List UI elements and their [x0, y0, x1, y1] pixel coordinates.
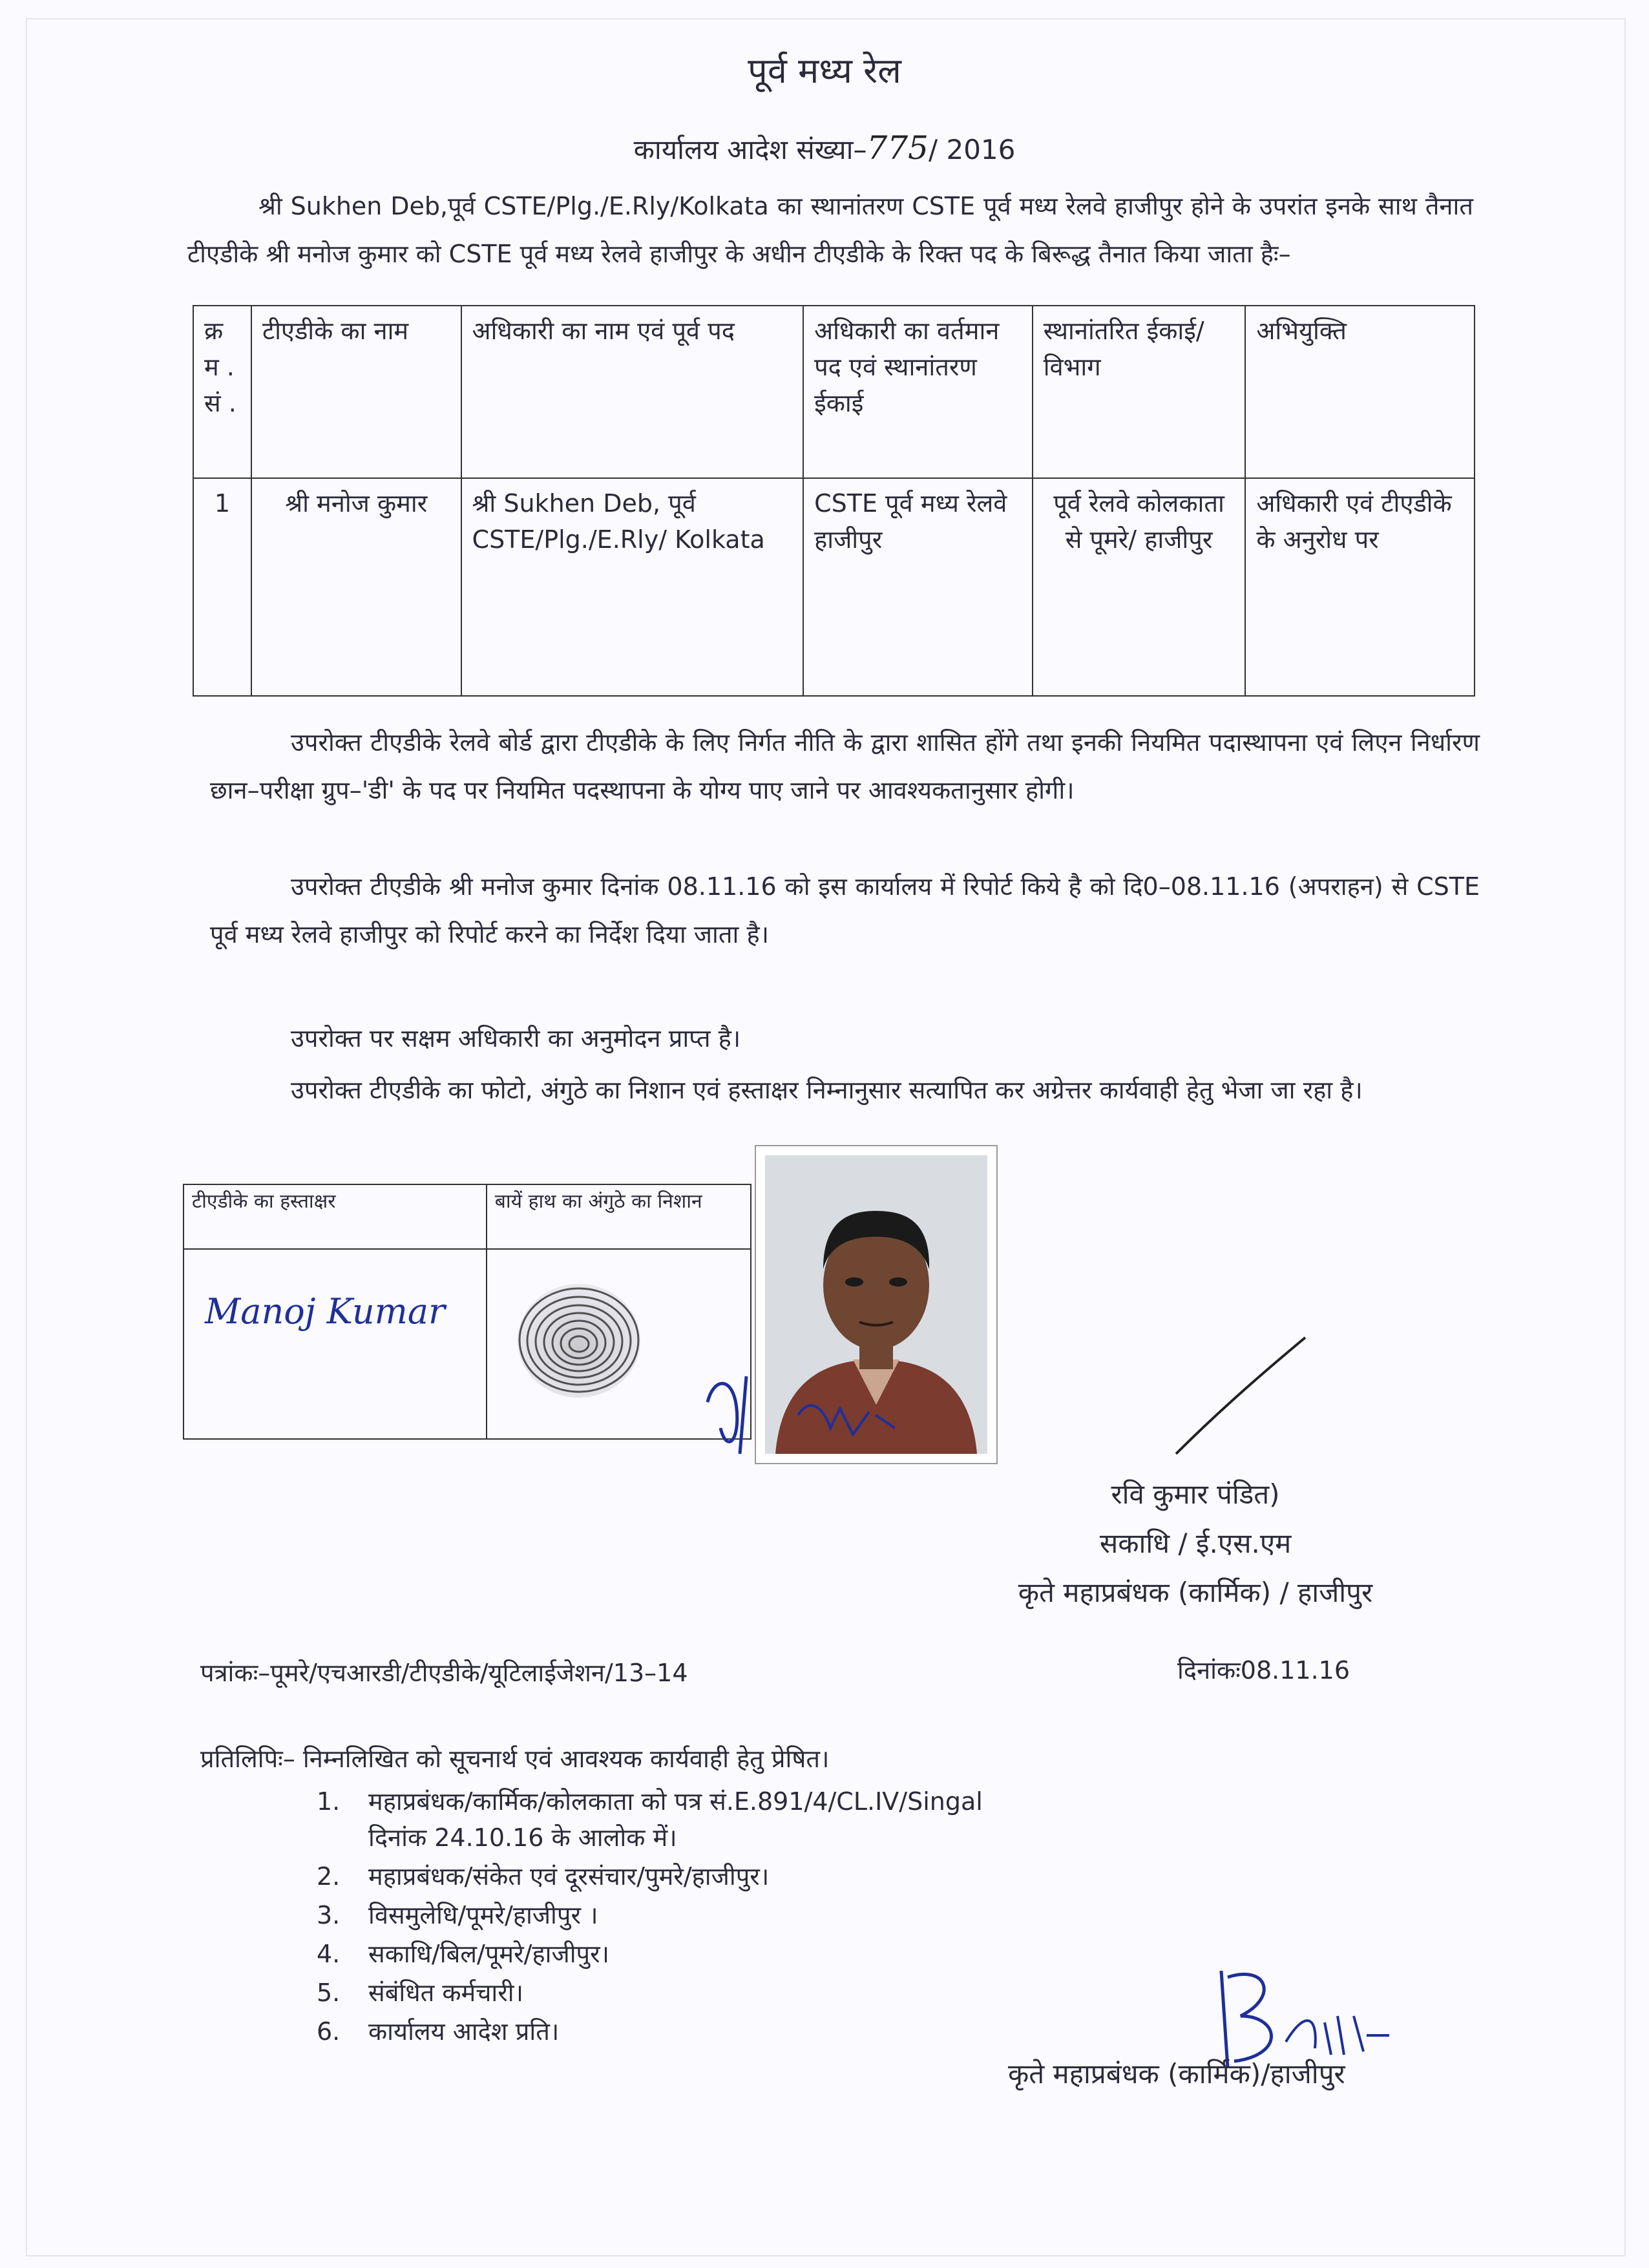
list-item: 4. सकाधि/बिल/पूमरे/हाजीपुर।: [317, 1940, 610, 1968]
signature-row: [184, 1249, 751, 1439]
order-year: / 2016: [928, 134, 1016, 165]
transfer-table: [193, 305, 1475, 697]
signatory-name: रवि कुमार पंडित): [1111, 1478, 1280, 1510]
cell-transferred-unit: पूर्व रेलवे कोलकाता से पूमरे/ हाजीपुर: [1033, 478, 1246, 696]
cell-tadk-name: श्री मनोज कुमार: [251, 478, 461, 696]
list-item: 6. कार्यालय आदेश प्रति।: [317, 2017, 560, 2046]
header-current-post: अधिकारी का वर्तमान पद एवं स्थानांतरण ईकाई: [803, 306, 1033, 478]
copy-to-list: [317, 1783, 983, 2052]
header-serial: क्र म . सं .: [193, 306, 251, 478]
document-title: पूर्व मध्य रेल: [748, 50, 901, 91]
cell-serial: 1: [193, 478, 251, 696]
list-item: 5. संबंधित कर्मचारी।: [317, 1979, 524, 2007]
letter-reference: पत्रांकः–पूमरे/एचआरडी/टीएडीके/यूटिलाईजेशन/13–14: [200, 1659, 688, 1687]
thumbprint-icon: [508, 1276, 650, 1405]
thumb-header: बायें हाथ का अंगुठे का निशान: [487, 1184, 751, 1249]
handwritten-order-number: 775: [867, 129, 929, 167]
employee-signature: Manoj Kumar: [205, 1291, 445, 1332]
list-item: 1. महाप्रबंधक/कार्मिक/कोलकाता को पत्र सं.E.891/4/CL.IV/Singal दिनांक 24.10.16 के आलोक में।: [317, 1787, 983, 1852]
copy-to-heading: प्रतिलिपिः– निम्नलिखित को सूचनार्थ एवं आवश्यक कार्यवाही हेतु प्रेषित।: [200, 1745, 830, 1773]
officer-signature-stroke-icon: [1170, 1331, 1312, 1460]
signatory-for: कृते महाप्रबंधक (कार्मिक) / हाजीपुर: [1018, 1577, 1373, 1608]
signature-table: [183, 1184, 751, 1440]
signatory-designation: सकाधि / ई.एस.एम: [1099, 1528, 1292, 1559]
table-header-row: [193, 306, 1475, 478]
paragraph-policy: उपरोक्त टीएडीके रेलवे बोर्ड द्वारा टीएडीके के लिए निर्गत नीति के द्वारा शासित होंगे तथा इनकी नियमित पदास्थापना एवं लिएन निर्धारण छान–परीक्षा ग्रुप–'डी' के पद पर नियमित पदस्थापना के योग्य पाए जाने पर आवश्यकतानुसार होगी।: [210, 728, 1480, 804]
order-label: कार्यालय आदेश संख्या–: [633, 134, 867, 165]
paragraph-verification: उपरोक्त टीएडीके का फोटो, अंगुठे का निशान एवं हस्ताक्षर निम्नानुसार सत्यापित कर अग्रेत्तर कार्यवाही हेतु भेजा जा रहा है।: [291, 1076, 1363, 1104]
header-officer-name: अधिकारी का नाम एवं पूर्व पद: [461, 306, 804, 478]
header-remarks: अभियुक्ति: [1245, 306, 1475, 478]
paragraph-report: उपरोक्त टीएडीके श्री मनोज कुमार दिनांक 08.11.16 को इस कार्यालय में रिपोर्ट किये है को दि0–08.11.16 (अपराहन) से CSTE पूर्व मध्य रेलवे हाजीपुर को रिपोर्ट करने का निर्देश दिया जाता है।: [210, 872, 1480, 949]
cell-officer-name: श्री Sukhen Deb, पूर्व CSTE/Plg./E.Rly/ Kolkata: [461, 478, 804, 696]
header-tadk-name: टीएडीके का नाम: [251, 306, 461, 478]
attestation-scribble-icon: [701, 1363, 1050, 1473]
intro-paragraph: श्री Sukhen Deb,पूर्व CSTE/Plg./E.Rly/Kolkata का स्थानांतरण CSTE पूर्व मध्य रेलवे हाजीपुर होने के उपरांत इनके साथ तैनात टीएडीके श्री मनोज कुमार को CSTE पूर्व मध्य रेलवे हाजीपुर के अधीन टीएडीके के रिक्त पद के बिरूद्ध तैनात किया जाता हैः–: [187, 192, 1473, 268]
bottom-signatory: कृते महाप्रबंधक (कार्मिक)/हाजीपुर: [1008, 2058, 1345, 2090]
list-item: 2. महाप्रबंधक/संकेत एवं दूरसंचार/पुमरे/हाजीपुर।: [317, 1862, 770, 1891]
signature-header: टीएडीके का हस्ताक्षर: [184, 1184, 487, 1249]
table-row: [193, 478, 1475, 696]
letter-date: दिनांकः08.11.16: [1177, 1656, 1350, 1685]
signature-header-row: [184, 1184, 751, 1249]
signatory-block: [905, 1470, 1486, 1617]
header-transferred-unit: स्थानांतरित ईकाई/ विभाग: [1033, 306, 1246, 478]
cell-remarks: अधिकारी एवं टीएडीके के अनुरोध पर: [1245, 478, 1475, 696]
signature-cell: [184, 1249, 487, 1439]
paragraph-approval: उपरोक्त पर सक्षम अधिकारी का अनुमोदन प्राप्त है।: [291, 1024, 741, 1053]
list-item: 3. विसमुलेधि/पूमरे/हाजीपुर ।: [317, 1901, 598, 1929]
order-number: [0, 129, 1649, 167]
cell-current-post: CSTE पूर्व मध्य रेलवे हाजीपुर: [803, 478, 1033, 696]
